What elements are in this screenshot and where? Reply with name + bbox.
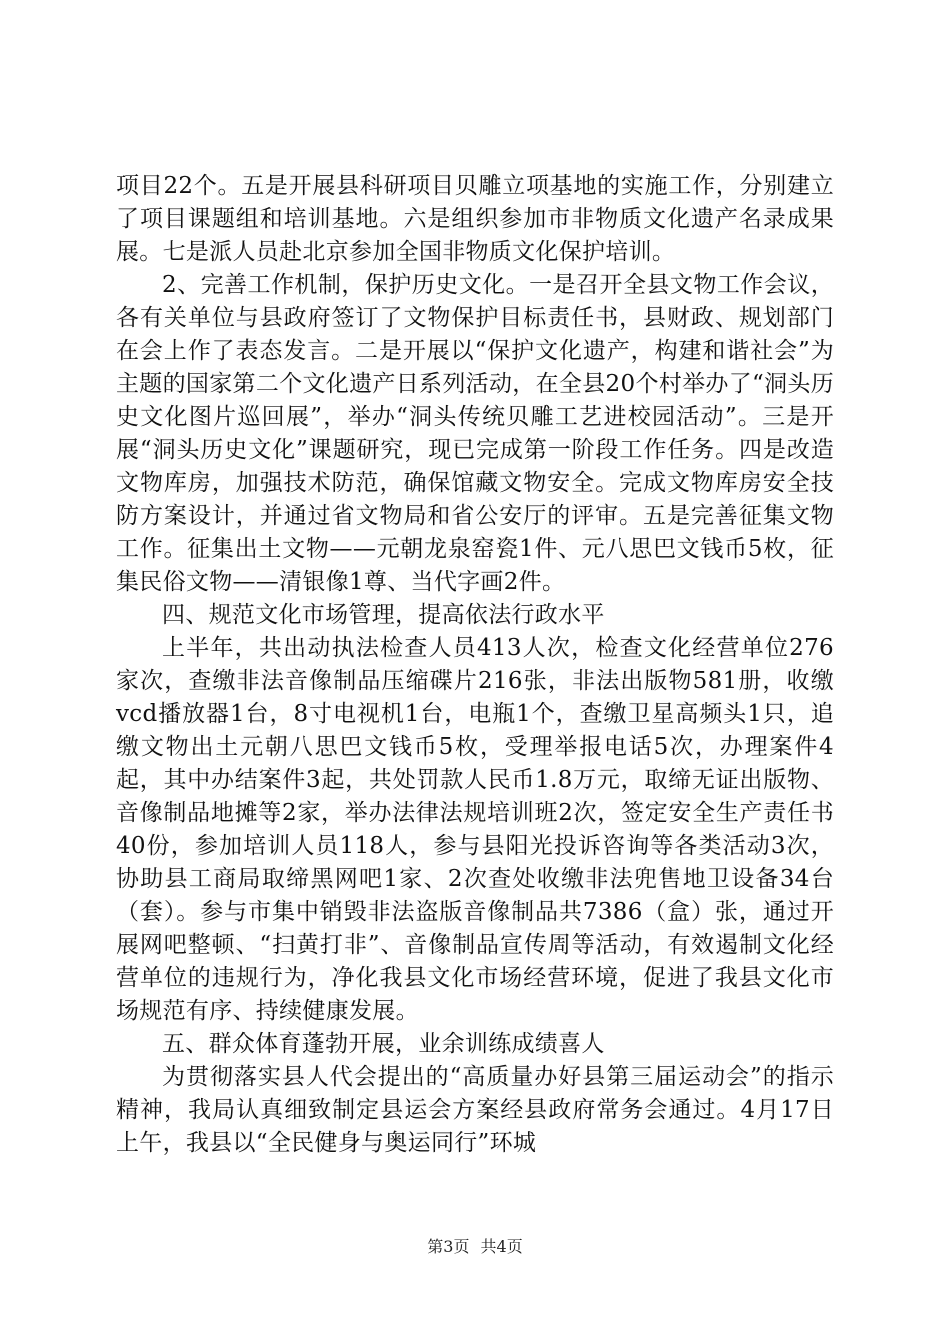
paragraph-county-games: 为贯彻落实县人代会提出的“高质量办好县第三届运动会”的指示精神，我局认真细致制定县运会方案经县政府常务会通过。4月17日上午，我县以“全民健身与奥运同行”环城	[116, 1064, 834, 1156]
section-heading-culture-market: 四、规范文化市场管理，提高依法行政水平	[162, 602, 605, 628]
page-number: 第3页	[427, 1237, 470, 1256]
section-heading-sports: 五、群众体育蓬勃开展，业余训练成绩喜人	[162, 1031, 605, 1057]
paragraph-continued: 项目22个。五是开展县科研项目贝雕立项基地的实施工作，分别建立了项目课题组和培训基地。六是组织参加市非物质文化遗产名录成果展。七是派人员赴北京参加全国非物质文化保护培训。	[116, 173, 834, 265]
page-total: 共4页	[480, 1237, 523, 1256]
page-footer	[0, 1237, 950, 1257]
paragraph-heritage-protection: 2、完善工作机制，保护历史文化。一是召开全县文物工作会议，各有关单位与县政府签订了文物保护目标责任书，县财政、规划部门在会上作了表态发言。二是开展以“保护文化遗产，构建和谐社会”为主题的国家第二个文化遗产日系列活动，在全县20个村举办了“洞头历史文化图片巡回展”，举办“洞头传统贝雕工艺进校园活动”。三是开展“洞头历史文化”课题研究，现已完成第一阶段工作任务。四是改造文物库房，加强技术防范，确保馆藏文物安全。完成文物库房安全技防方案设计，并通过省文物局和省公安厅的评审。五是完善征集文物工作。征集出土文物——元朝龙泉窑瓷1件、元八思巴文钱币5枚，征集民俗文物——清银像1尊、当代字画2件。	[116, 272, 834, 595]
document-body	[116, 170, 834, 1160]
paragraph-market-enforcement: 上半年，共出动执法检查人员413人次，检查文化经营单位276家次，查缴非法音像制品压缩碟片216张，非法出版物581册，收缴vcd播放器1台，8寸电视机1台，电瓶1个，查缴卫星高频头1只，追缴文物出土元朝八思巴文钱币5枚，受理举报电话5次，办理案件4起，其中办结案件3起，共处罚款人民币1.8万元，取缔无证出版物、音像制品地摊等2家，举办法律法规培训班2次，签定安全生产责任书40份，参加培训人员118人，参与县阳光投诉咨询等各类活动3次，协助县工商局取缔黑网吧1家、2次查处收缴非法兜售地卫设备34台（套）。参与市集中销毁非法盗版音像制品共7386（盒）张，通过开展网吧整顿、“扫黄打非”、音像制品宣传周等活动，有效遏制文化经营单位的违规行为，净化我县文化市场经营环境，促进了我县文化市场规范有序、持续健康发展。	[116, 635, 834, 1024]
